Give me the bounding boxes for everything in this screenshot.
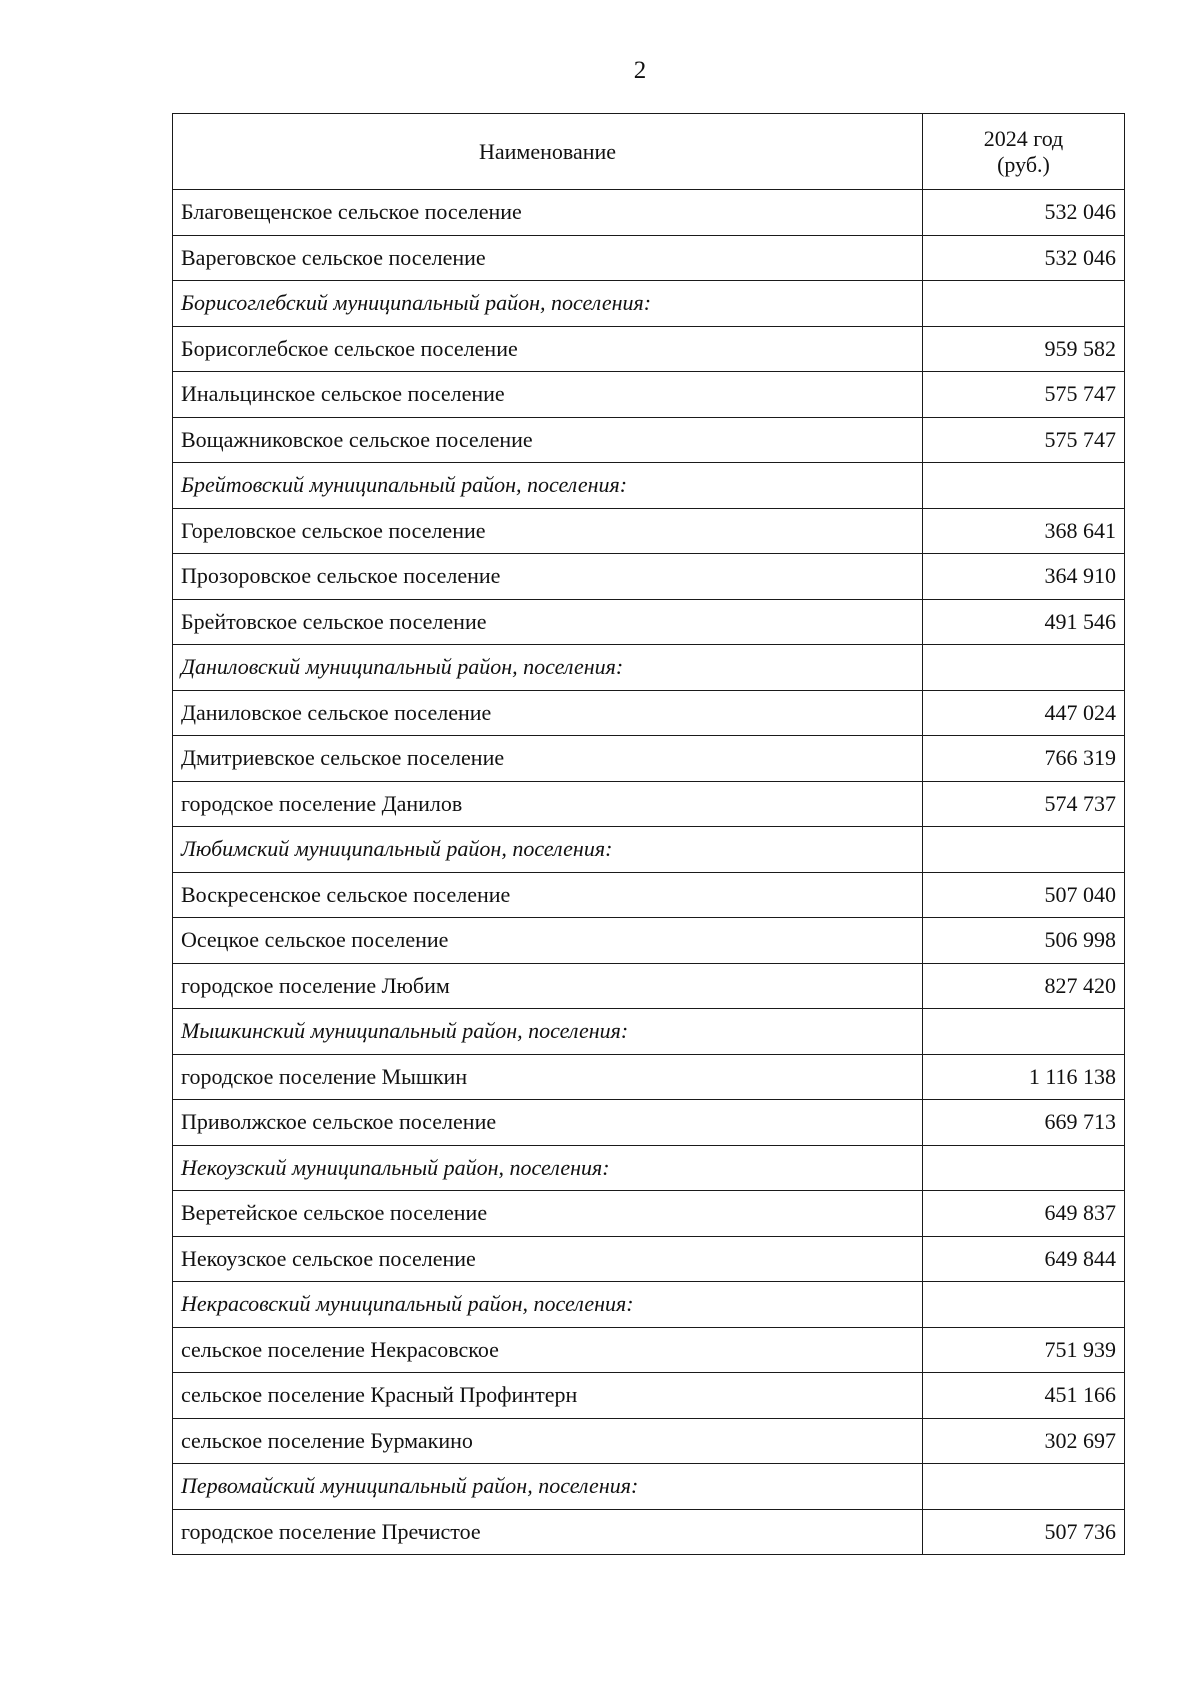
district-header-row (173, 1145, 1125, 1191)
amount-cell (923, 1009, 1125, 1055)
table-row (173, 1509, 1125, 1555)
table-row (173, 963, 1125, 1009)
amount-cell (923, 827, 1125, 873)
table-row (173, 554, 1125, 600)
amount-cell (923, 645, 1125, 691)
settlement-name-cell: городское поселение Данилов (173, 781, 923, 827)
amount-cell: 575 747 (923, 372, 1125, 418)
table-row (173, 190, 1125, 236)
table-row (173, 417, 1125, 463)
district-header-row (173, 645, 1125, 691)
district-header-row (173, 827, 1125, 873)
district-name-cell: Даниловский муниципальный район, поселения: (173, 645, 923, 691)
settlement-name-cell: Дмитриевское сельское поселение (173, 736, 923, 782)
amount-cell: 751 939 (923, 1327, 1125, 1373)
amount-cell: 507 736 (923, 1509, 1125, 1555)
amount-cell: 669 713 (923, 1100, 1125, 1146)
table-row (173, 508, 1125, 554)
page-number: 2 (633, 57, 647, 84)
amount-cell: 766 319 (923, 736, 1125, 782)
district-header-row (173, 281, 1125, 327)
amount-cell: 532 046 (923, 235, 1125, 281)
settlement-name-cell: Прозоровское сельское поселение (173, 554, 923, 600)
amount-cell: 364 910 (923, 554, 1125, 600)
settlement-name-cell: сельское поселение Некрасовское (173, 1327, 923, 1373)
amount-cell (923, 281, 1125, 327)
settlement-name-cell: городское поселение Мышкин (173, 1054, 923, 1100)
district-header-row (173, 463, 1125, 509)
column-header-unit-label: (руб.) (997, 151, 1050, 177)
amount-cell (923, 1282, 1125, 1328)
amount-cell: 451 166 (923, 1373, 1125, 1419)
settlement-name-cell: Веретейское сельское поселение (173, 1191, 923, 1237)
table-row (173, 326, 1125, 372)
allocation-table (172, 113, 1125, 1555)
table-row (173, 1327, 1125, 1373)
amount-cell: 827 420 (923, 963, 1125, 1009)
settlement-name-cell: Даниловское сельское поселение (173, 690, 923, 736)
district-name-cell: Брейтовский муниципальный район, поселения: (173, 463, 923, 509)
settlement-name-cell: Воскресенское сельское поселение (173, 872, 923, 918)
amount-cell: 959 582 (923, 326, 1125, 372)
table-row (173, 1191, 1125, 1237)
settlement-name-cell: Осецкое сельское поселение (173, 918, 923, 964)
settlement-name-cell: Инальцинское сельское поселение (173, 372, 923, 418)
amount-cell: 574 737 (923, 781, 1125, 827)
settlement-name-cell: Приволжское сельское поселение (173, 1100, 923, 1146)
settlement-name-cell: Благовещенское сельское поселение (173, 190, 923, 236)
table-row (173, 918, 1125, 964)
settlement-name-cell: Вареговское сельское поселение (173, 235, 923, 281)
district-name-cell: Первомайский муниципальный район, поселения: (173, 1464, 923, 1510)
table-row (173, 1373, 1125, 1419)
settlement-name-cell: Брейтовское сельское поселение (173, 599, 923, 645)
table-row (173, 1054, 1125, 1100)
amount-cell: 368 641 (923, 508, 1125, 554)
amount-cell: 532 046 (923, 190, 1125, 236)
settlement-name-cell: сельское поселение Бурмакино (173, 1418, 923, 1464)
settlement-name-cell: Борисоглебское сельское поселение (173, 326, 923, 372)
district-header-row (173, 1464, 1125, 1510)
district-name-cell: Борисоглебский муниципальный район, поселения: (173, 281, 923, 327)
settlement-name-cell: городское поселение Пречистое (173, 1509, 923, 1555)
table-row (173, 736, 1125, 782)
table-row (173, 872, 1125, 918)
table-row (173, 781, 1125, 827)
district-header-row (173, 1009, 1125, 1055)
amount-cell: 649 837 (923, 1191, 1125, 1237)
amount-cell: 575 747 (923, 417, 1125, 463)
table-row (173, 1100, 1125, 1146)
amount-cell: 506 998 (923, 918, 1125, 964)
amount-cell: 1 116 138 (923, 1054, 1125, 1100)
district-name-cell: Некоузский муниципальный район, поселения: (173, 1145, 923, 1191)
amount-cell (923, 1145, 1125, 1191)
column-header-year-label: 2024 год (983, 125, 1064, 151)
amount-cell: 302 697 (923, 1418, 1125, 1464)
amount-cell (923, 1464, 1125, 1510)
table-body (173, 190, 1125, 1555)
table-row (173, 690, 1125, 736)
district-name-cell: Любимский муниципальный район, поселения: (173, 827, 923, 873)
table-row (173, 1418, 1125, 1464)
column-header-year (923, 114, 1125, 190)
settlement-name-cell: Гореловское сельское поселение (173, 508, 923, 554)
settlement-name-cell: Вощажниковское сельское поселение (173, 417, 923, 463)
table-row (173, 235, 1125, 281)
settlement-name-cell: сельское поселение Красный Профинтерн (173, 1373, 923, 1419)
amount-cell: 649 844 (923, 1236, 1125, 1282)
settlement-name-cell: Некоузское сельское поселение (173, 1236, 923, 1282)
table-row (173, 372, 1125, 418)
amount-cell (923, 463, 1125, 509)
amount-cell: 447 024 (923, 690, 1125, 736)
district-name-cell: Некрасовский муниципальный район, поселения: (173, 1282, 923, 1328)
table-row (173, 1236, 1125, 1282)
settlement-name-cell: городское поселение Любим (173, 963, 923, 1009)
district-name-cell: Мышкинский муниципальный район, поселения: (173, 1009, 923, 1055)
table-header-row (173, 114, 1125, 190)
column-header-name: Наименование (173, 114, 923, 190)
district-header-row (173, 1282, 1125, 1328)
table-row (173, 599, 1125, 645)
amount-cell: 491 546 (923, 599, 1125, 645)
amount-cell: 507 040 (923, 872, 1125, 918)
